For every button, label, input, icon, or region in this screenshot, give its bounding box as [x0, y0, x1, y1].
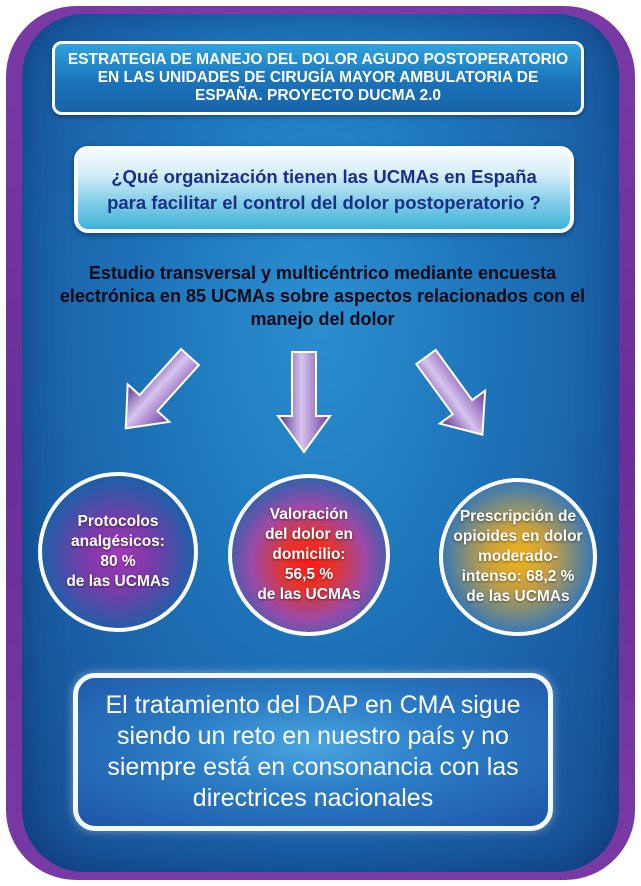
- finding-line: moderado-: [477, 548, 559, 565]
- finding-text: [247, 505, 370, 605]
- arrow-left-icon: [105, 338, 211, 447]
- finding-circle-home-assessment: [228, 474, 390, 636]
- arrow-middle-icon: [278, 352, 330, 452]
- question-text: ¿Qué organización tienen las UCMAs en España para facilitar el control del dolor postoperatorio ?: [107, 165, 541, 213]
- finding-line: 80 %: [100, 553, 136, 570]
- study-description: Estudio transversal y multicéntrico mediante encuesta electrónica en 85 UCMAs sobre aspectos relacionados con el manejo del dolor: [59, 263, 586, 329]
- finding-line: Prescripción de: [459, 508, 577, 525]
- finding-line: de las UCMAs: [257, 586, 361, 603]
- conclusion-text: El tratamiento del DAP en CMA sigue siendo un reto en nuestro país y no siempre está en consonancia con las directrices nacionales: [105, 691, 521, 812]
- finding-text: [56, 512, 179, 592]
- finding-line: domicilio:: [272, 546, 346, 563]
- finding-line: 56,5 %: [284, 566, 334, 583]
- finding-line: analgésicos:: [71, 533, 165, 550]
- finding-line: opioides en dolor: [453, 528, 583, 545]
- finding-line: Protocolos: [77, 513, 159, 530]
- finding-line: Valoración: [269, 506, 349, 523]
- title-text: ESTRATEGIA DE MANEJO DEL DOLOR AGUDO POSTOPERATORIO EN LAS UNIDADES DE CIRUGÍA MAYOR AMBULATORIA DE ESPAÑA. PROYECTO DUCMA 2.0: [67, 51, 569, 104]
- finding-line: intenso: 68,2 %: [461, 568, 575, 585]
- finding-line: del dolor en: [265, 526, 353, 543]
- finding-circle-opioids: [439, 478, 597, 636]
- arrow-right-icon: [403, 341, 505, 452]
- finding-line: de las UCMAs: [466, 588, 570, 605]
- finding-circle-protocols: [38, 472, 198, 632]
- finding-line: de las UCMAs: [66, 573, 170, 590]
- conclusion-box: [73, 673, 553, 831]
- finding-text: [443, 507, 592, 607]
